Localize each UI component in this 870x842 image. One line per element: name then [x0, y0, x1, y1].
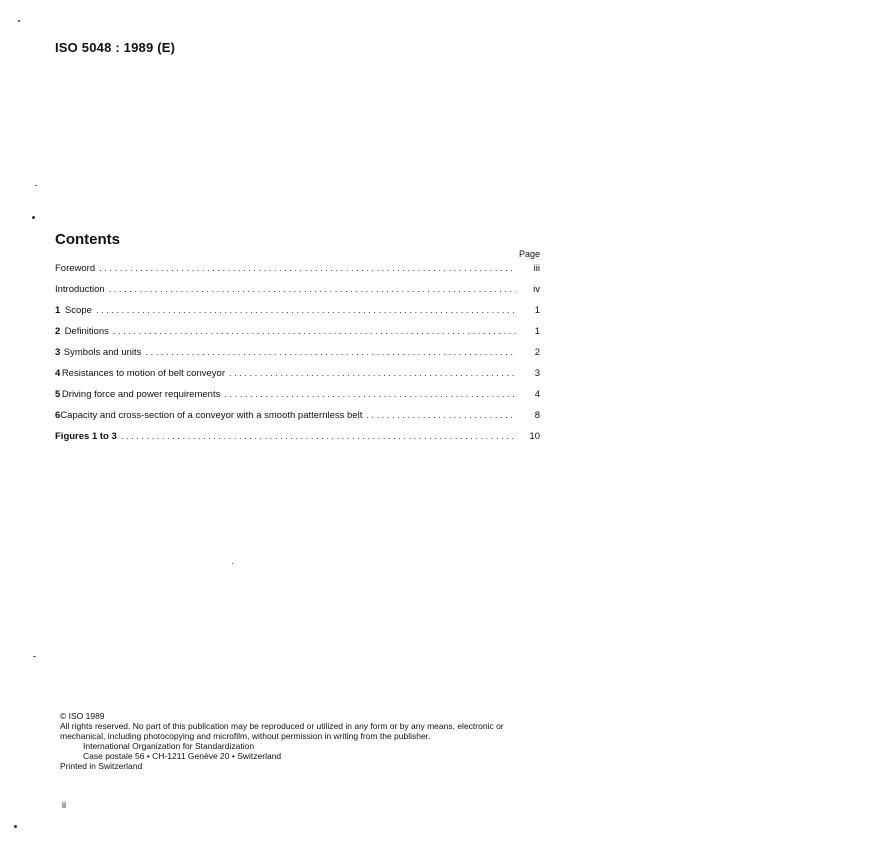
address-country: Switzerland	[237, 751, 282, 761]
scan-speck	[33, 656, 36, 657]
dot-leader	[224, 389, 516, 400]
copyright-line: © ISO 1989	[60, 711, 105, 721]
toc-entry-number: 2	[55, 326, 61, 337]
dot-leader	[229, 368, 516, 379]
document-identifier: ISO 5048 : 1989 (E)	[55, 40, 176, 55]
dot-leader	[96, 305, 516, 316]
toc-entry-number: 6	[55, 410, 61, 421]
toc-entry-capacity[interactable]	[55, 410, 540, 431]
toc-entry-page: 1	[534, 305, 540, 316]
bullet-separator: •	[146, 751, 153, 761]
organization-address	[60, 751, 545, 761]
page-number: ii	[62, 800, 66, 810]
toc-entry-number: 4	[55, 368, 61, 379]
toc-entry-symbols-and-units[interactable]	[55, 347, 540, 368]
toc-entry-figures[interactable]	[55, 431, 540, 452]
toc-entry-title: Resistances to motion of belt conveyor	[61, 368, 225, 379]
toc-entry-number: 3	[55, 347, 61, 358]
toc-entry-title: Foreword	[55, 263, 96, 274]
scan-speck	[32, 216, 35, 219]
address-postbox: Case postale 56	[83, 751, 145, 761]
toc-entry-page: 8	[534, 410, 540, 421]
toc-entry-driving-force[interactable]	[55, 389, 540, 410]
toc-entry-page: 2	[534, 347, 540, 358]
toc-entry-number: 1	[55, 305, 61, 316]
toc-entry-title: Driving force and power requirements	[61, 389, 221, 400]
table-of-contents	[55, 263, 540, 452]
dot-leader	[366, 410, 516, 421]
scan-speck	[232, 563, 233, 564]
bullet-separator: •	[231, 751, 238, 761]
toc-entry-title: Capacity and cross-section of a conveyor with a smooth patternless belt	[60, 410, 363, 421]
toc-entry-title: Scope	[64, 305, 92, 316]
toc-entry-resistances[interactable]	[55, 368, 540, 389]
toc-entry-page: 3	[534, 368, 540, 379]
toc-entry-title: Figures 1 to 3	[55, 431, 117, 442]
toc-entry-page: 1	[534, 326, 540, 337]
scan-speck	[35, 185, 37, 186]
toc-entry-title: Symbols and units	[63, 347, 142, 358]
copyright-notice	[60, 711, 545, 771]
toc-entry-number: 5	[55, 389, 61, 400]
dot-leader	[109, 284, 516, 295]
toc-entry-page: iii	[533, 263, 540, 274]
page-column-label: Page	[518, 249, 540, 259]
dot-leader	[113, 326, 516, 337]
scan-speck	[14, 825, 17, 828]
toc-entry-title: Introduction	[55, 284, 105, 295]
printed-in: Printed in Switzerland	[60, 761, 143, 771]
toc-entry-page: 10	[529, 431, 540, 442]
toc-entry-scope[interactable]	[55, 305, 540, 326]
rights-statement: All rights reserved. No part of this publication may be reproduced or utilized in any form or by any means, electronic or mechanical, including photocopying and microfilm, without permission in writing from the publisher.	[60, 721, 504, 741]
toc-entry-title: Definitions	[64, 326, 109, 337]
contents-heading: Contents	[55, 231, 120, 248]
toc-entry-page: iv	[533, 284, 540, 295]
organization-name: International Organization for Standardization	[83, 741, 255, 751]
toc-entry-foreword[interactable]	[55, 263, 540, 284]
toc-entry-introduction[interactable]	[55, 284, 540, 305]
scan-speck	[18, 20, 20, 22]
dot-leader	[121, 431, 516, 442]
dot-leader	[145, 347, 516, 358]
address-city: CH-1211 Genève 20	[152, 751, 230, 761]
dot-leader	[99, 263, 516, 274]
toc-entry-definitions[interactable]	[55, 326, 540, 347]
toc-entry-page: 4	[534, 389, 540, 400]
